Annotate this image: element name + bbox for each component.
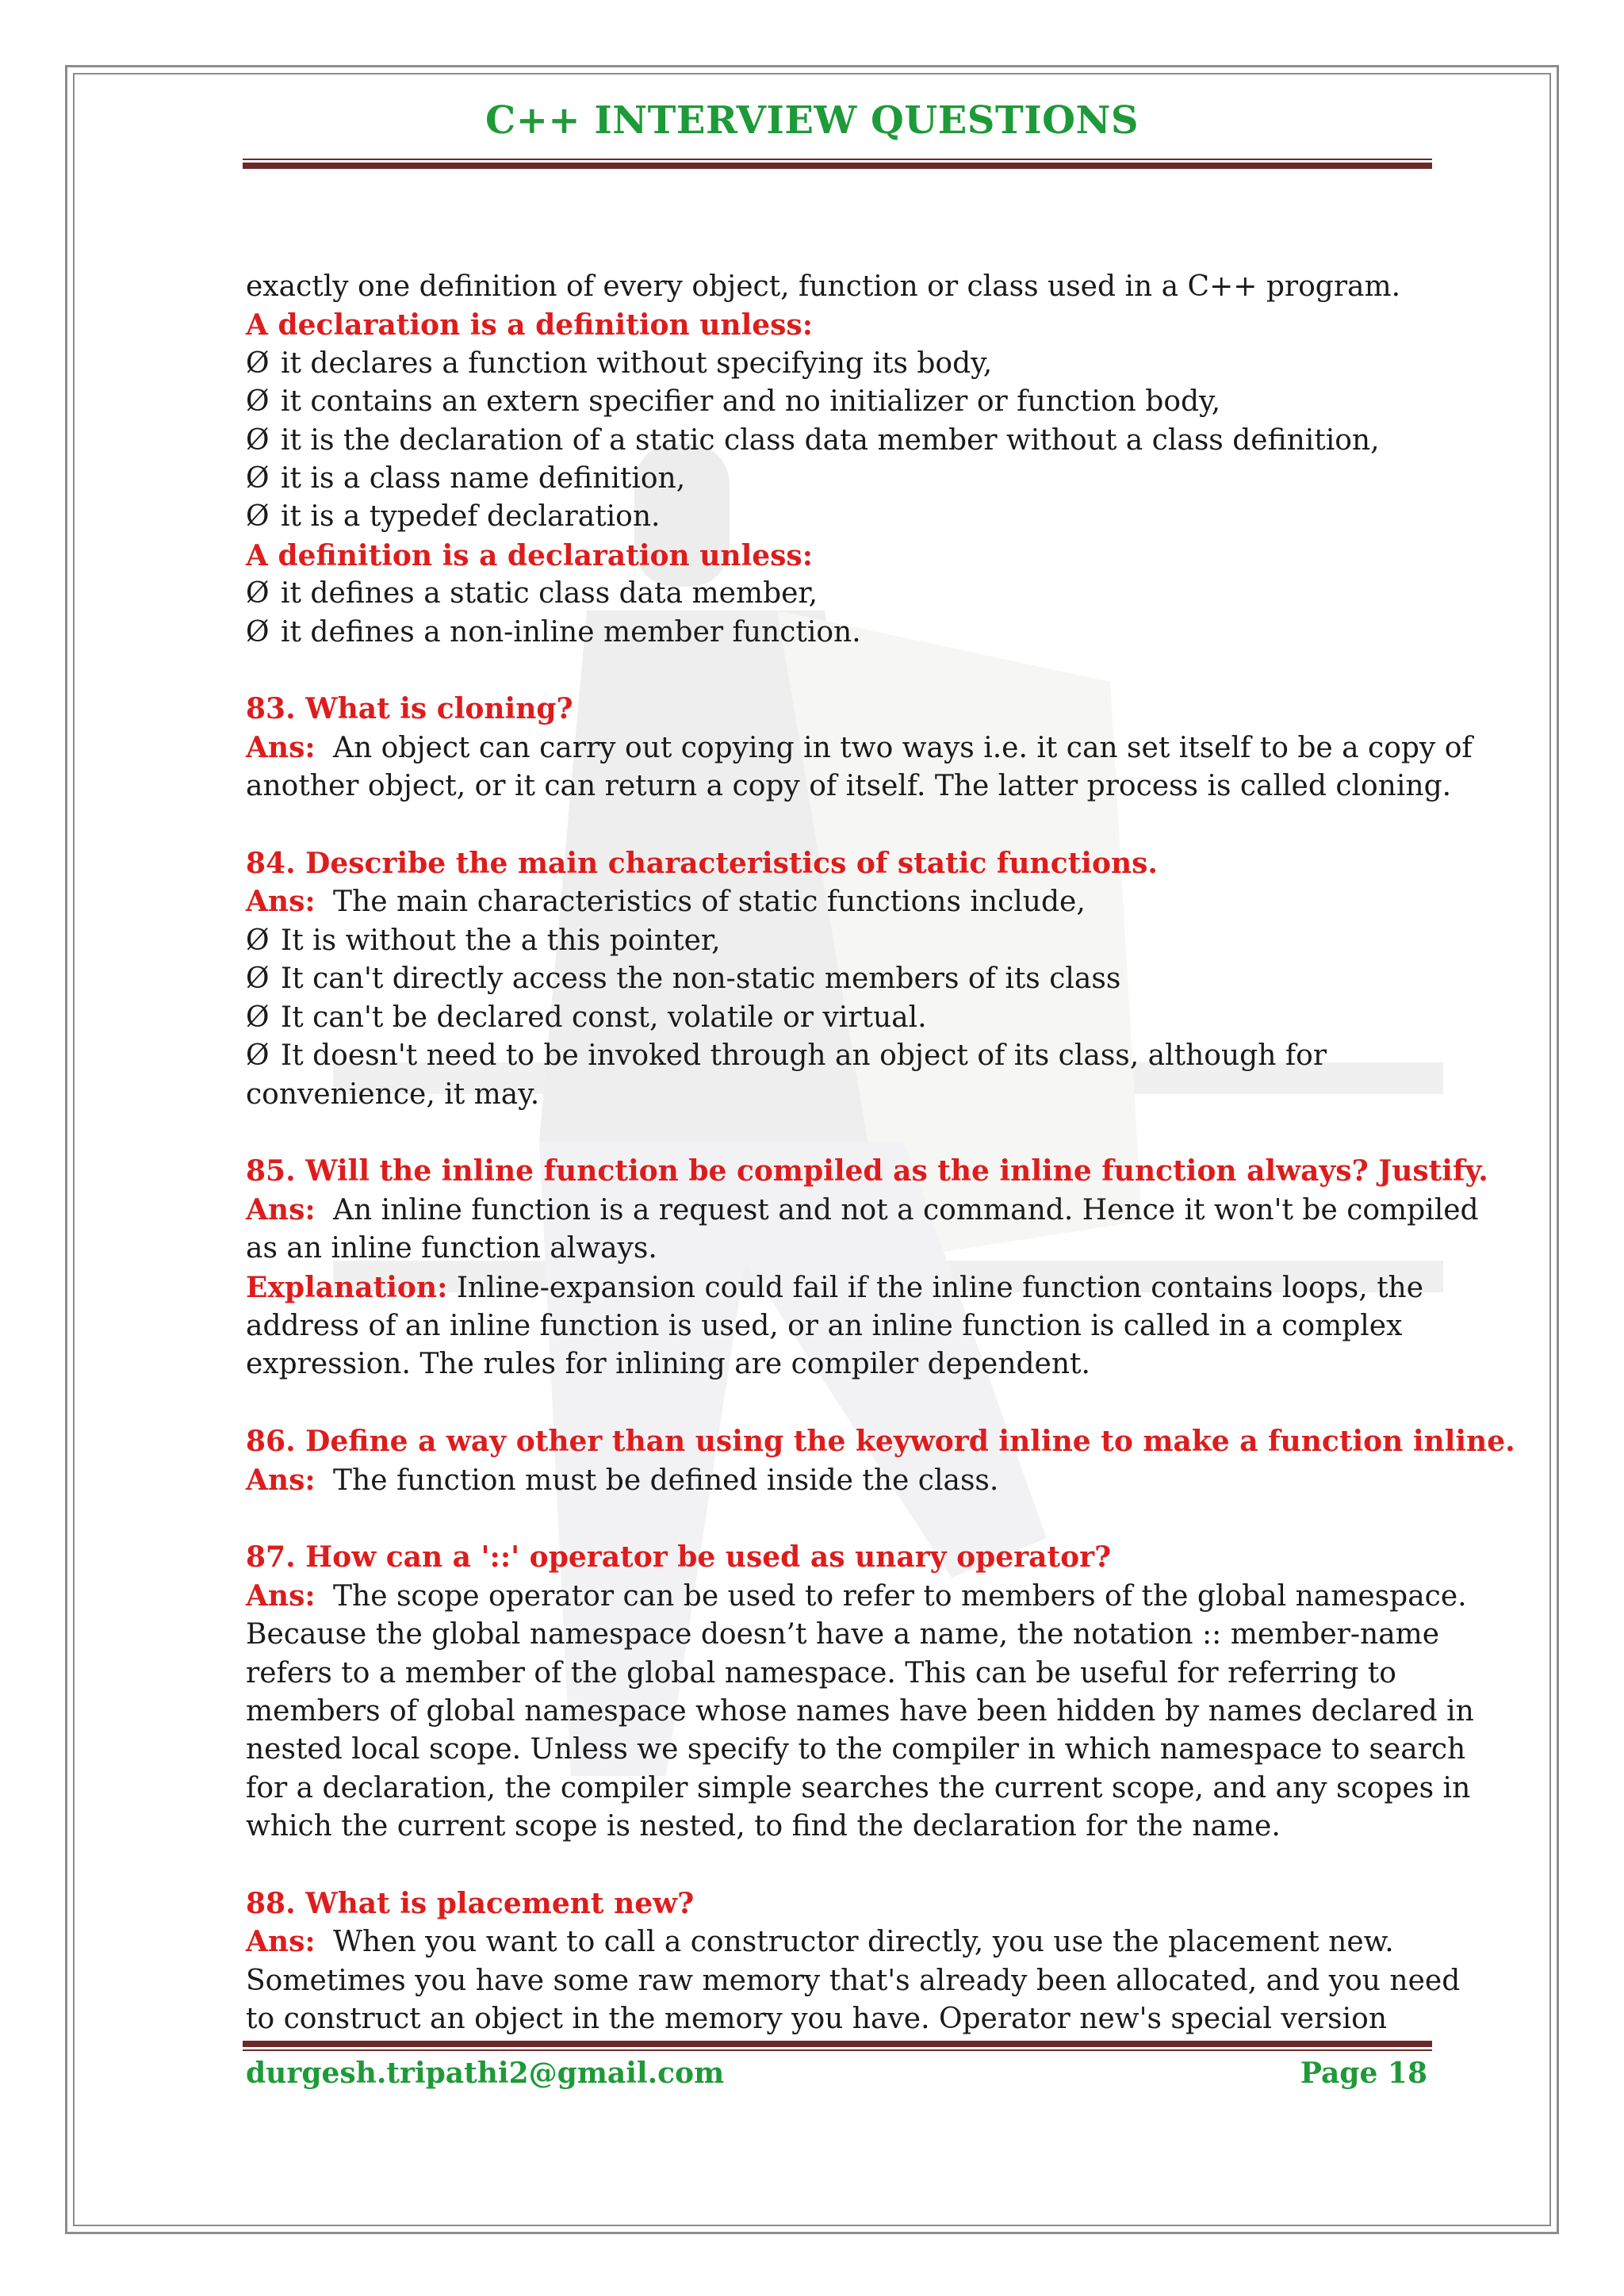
question-84: 84. Describe the main characteristics of static functions. (246, 847, 1158, 881)
answer-line: Ans: The scope operator can be used to refer to members of the global namespace. (246, 1577, 1435, 1616)
answer-line: to construct an object in the memory you have. Operator new's special version (246, 2003, 1388, 2036)
bullet-symbol: Ø (246, 462, 270, 496)
list-item: Ø It can't directly access the non-static members of its class (246, 960, 1435, 998)
footer-page-number: Page 18 (1300, 2057, 1427, 2090)
bullet-symbol: Ø (246, 962, 270, 996)
answer-line: which the current scope is nested, to find the declaration for the name. (246, 1810, 1281, 1843)
answer-line: nested local scope. Unless we specify to the compiler in which namespace to search (246, 1733, 1466, 1766)
list-item: Ø it defines a non-inline member function. (246, 614, 1435, 652)
bullet-symbol: Ø (246, 500, 270, 534)
bullet-symbol: Ø (246, 577, 270, 610)
answer-line: Ans: The main characteristics of static functions include, (246, 882, 1435, 921)
list-item: Ø It is without the a this pointer, (246, 922, 1435, 960)
list-item: Ø It doesn't need to be invoked through an object of its class, although for (246, 1037, 1435, 1075)
question-83: 83. What is cloning? (246, 692, 573, 726)
bullet-symbol: Ø (246, 924, 270, 957)
question-85: 85. Will the inline function be compiled as the inline function always? Justify. (246, 1154, 1488, 1188)
answer-line: refers to a member of the global namespace. This can be useful for referring to (246, 1656, 1396, 1689)
bullet-symbol: Ø (246, 423, 270, 457)
bullet-symbol: Ø (246, 385, 270, 419)
explanation-label: Explanation: (246, 1270, 448, 1304)
explanation-line: address of an inline function is used, or an inline function is called in a complex (246, 1309, 1403, 1342)
declaration-heading: A declaration is a definition unless: (246, 308, 813, 342)
answer-line: as an inline function always. (246, 1232, 657, 1265)
answer-line: Ans: The function must be defined inside the class. (246, 1461, 1435, 1500)
bullet-symbol: Ø (246, 615, 270, 649)
answer-line: Ans: When you want to call a constructor directly, you use the placement new. (246, 1923, 1435, 1961)
list-item: Ø it is a class name definition, (246, 460, 1435, 498)
bullet-symbol: Ø (246, 346, 270, 380)
bullet-symbol: Ø (246, 1001, 270, 1034)
answer-label: Ans: (246, 1463, 316, 1497)
answer-label: Ans: (246, 1192, 316, 1226)
list-item-continuation: convenience, it may. (246, 1077, 540, 1111)
explanation-line: expression. The rules for inlining are compiler dependent. (246, 1348, 1090, 1381)
footer-email: durgesh.tripathi2@gmail.com (246, 2057, 725, 2090)
bullet-symbol: Ø (246, 1039, 270, 1073)
list-item: Ø it defines a static class data member, (246, 575, 1435, 613)
footer-rule (243, 2041, 1432, 2051)
answer-line: Because the global namespace doesn’t have a name, the notation :: member-name (246, 1618, 1440, 1651)
header-rule (243, 159, 1432, 169)
list-item: Ø it is a typedef declaration. (246, 498, 1435, 536)
list-item: Ø It can't be declared const, volatile or virtual. (246, 999, 1435, 1037)
answer-line: members of global namespace whose names have been hidden by names declared in (246, 1694, 1474, 1728)
answer-line: Ans: An object can carry out copying in two ways i.e. it can set itself to be a copy of (246, 729, 1435, 767)
answer-label: Ans: (246, 1925, 316, 1959)
question-88: 88. What is placement new? (246, 1886, 695, 1920)
answer-line: another object, or it can return a copy of itself. The latter process is called cloning. (246, 770, 1452, 803)
answer-label: Ans: (246, 1578, 316, 1613)
page-content (246, 268, 1515, 2039)
answer-line: Sometimes you have some raw memory that's already been allocated, and you need (246, 1964, 1461, 1997)
definition-heading: A definition is a declaration unless: (246, 538, 813, 572)
header-title: C++ INTERVIEW QUESTIONS (485, 98, 1139, 143)
list-item: Ø it contains an extern specifier and no initializer or function body, (246, 383, 1435, 421)
answer-line: Ans: An inline function is a request and not a command. Hence it won't be compiled (246, 1191, 1435, 1230)
answer-line: for a declaration, the compiler simple searches the current scope, and any scopes in (246, 1771, 1471, 1804)
explanation-line: Explanation: Inline-expansion could fail if the inline function contains loops, the (246, 1270, 1424, 1304)
answer-label: Ans: (246, 885, 316, 919)
question-87: 87. How can a '::' operator be used as unary operator? (246, 1540, 1112, 1575)
answer-label: Ans: (246, 730, 316, 764)
list-item: Ø it declares a function without specifying its body, (246, 345, 1435, 383)
question-86: 86. Define a way other than using the keyword inline to make a function inline. (246, 1425, 1515, 1459)
list-item: Ø it is the declaration of a static class data member without a class definition, (246, 422, 1435, 460)
intro-line: exactly one definition of every object, function or class used in a C++ program. (246, 270, 1401, 303)
